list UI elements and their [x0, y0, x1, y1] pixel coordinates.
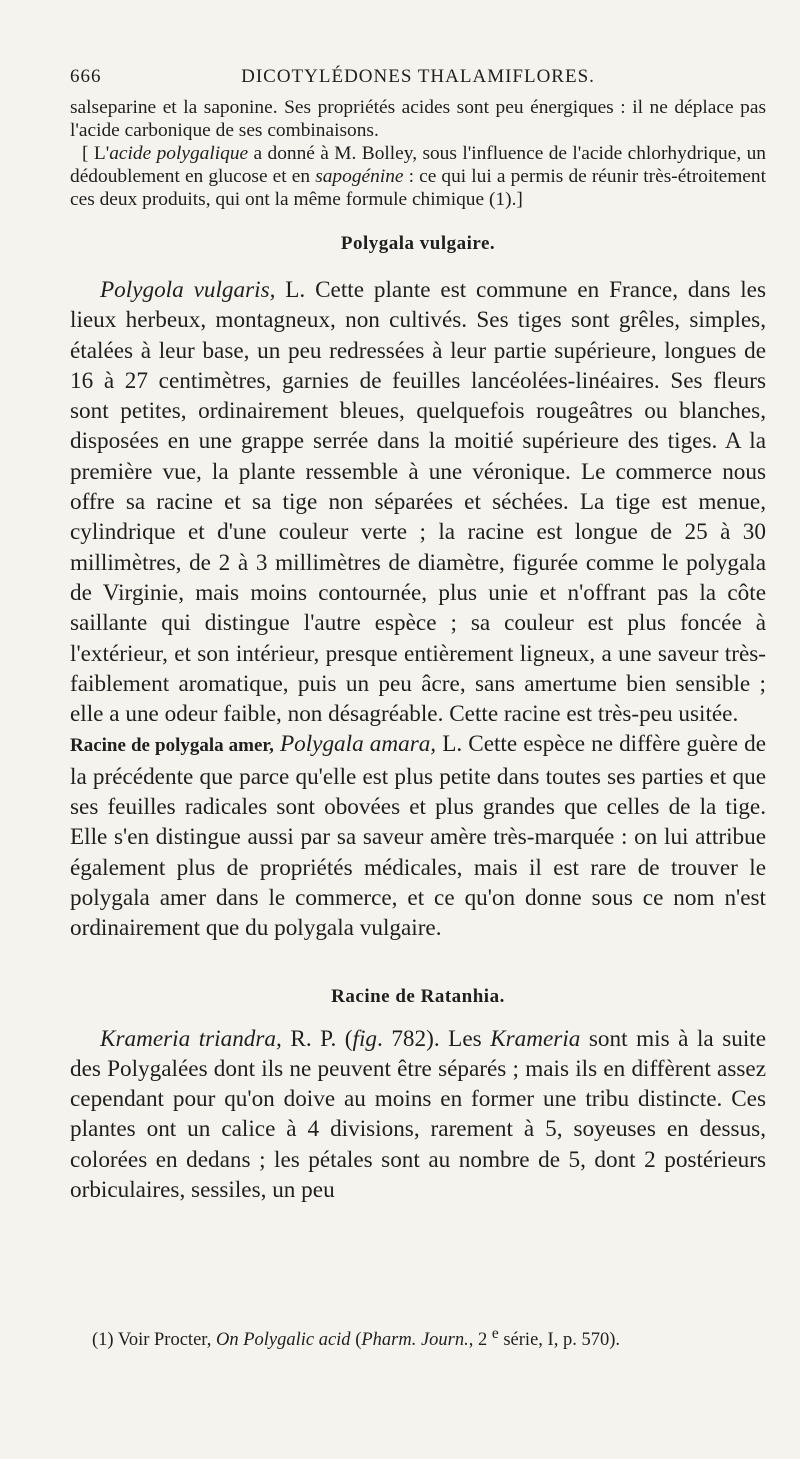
intro-paragraph-2: [ L'acide polygalique a donné à M. Bolley, sous l'influence de l'acide chlorhydrique, un dédoublement en glucose et en sapogénine : ce qui lui a permis de réunir très-étroitement ces deux produits, qui ont la même formule chimique (1).]	[70, 143, 766, 210]
intro-paragraph-1: salseparine et la saponine. Ses propriétés acides sont peu énergiques : il ne déplace pas l'acide carbonique de ses combinaisons.	[70, 97, 766, 141]
running-header	[70, 62, 766, 96]
page	[70, 62, 766, 1205]
section-ratanhia	[70, 1024, 766, 1206]
paragraph-krameria: Krameria triandra, R. P. (fig. 782). Les Krameria sont mis à la suite des Polygalées dont ils ne peuvent être séparés ; mais ils en diffèrent assez cependant pour qu'on doive au moins en former une tribu distincte. Ces plantes ont un calice à 4 divisions, rarement à 5, soyeuses en dessus, colorées en dedans ; les pétales sont au nombre de 5, dont 2 postérieurs orbiculaires, sessiles, un peu	[70, 1025, 766, 1204]
intro-text	[70, 96, 766, 211]
section-polygala	[70, 275, 766, 944]
running-title: DICOTYLÉDONES THALAMIFLORES.	[241, 66, 595, 87]
page-number: 666	[70, 66, 102, 87]
section-heading-ratanhia: Racine de Ratanhia.	[331, 985, 505, 1007]
paragraph-polygala-amer: Racine de polygala amer, Polygala amara, L. Cette espèce ne diffère guère de la précédente que parce qu'elle est plus petite dans toutes ses parties et que ses feuilles radicales sont obovées et plus grandes que celles de la tige. Elle s'en distingue aussi par sa saveur amère très-marquée : on lui attribue également plus de propriétés médicales, mais il est rare de trouver le polygala amer dans le commerce, et ce qu'on donne sous ce nom n'est ordinairement que du polygala vulgaire.	[70, 731, 767, 942]
paragraph-polygala-vulgaris: Polygola vulgaris, L. Cette plante est commune en France, dans les lieux herbeux, montagneux, non cultivés. Ses tiges sont grêles, simples, étalées à leur base, un peu redressées à leur partie supérieure, longues de 16 à 27 centimètres, garnies de feuilles lancéolées-linéaires. Ses fleurs sont petites, ordinairement bleues, quelquefois rougeâtres ou blanches, disposées en une grappe serrée dans la moitié supérieure des tiges. A la première vue, la plante ressemble à une véronique. Le commerce nous offre sa racine et sa tige non séparées et séchées. La tige est menue, cylindrique et d'une couleur verte ; la racine est longue de 25 à 30 millimètres, de 2 à 3 millimètres de diamètre, figurée comme le polygala de Virginie, mais moins contournée, plus unie et n'offrant pas la côte saillante qui distingue l'autre espèce ; sa couleur est plus foncée à l'extérieur, et son intérieur, presque entièrement ligneux, a une saveur très-faiblement aromatique, puis un peu âcre, sans amertume bien sensible ; elle a une odeur faible, non désagréable. Cette racine est très-peu usitée.	[70, 277, 766, 728]
footnote: (1) Voir Procter, On Polygalic acid (Pharm. Journ., 2 $^e$ série, I, p. 570).	[92, 1325, 620, 1351]
section-heading-polygala: Polygala vulgaire.	[340, 233, 496, 254]
